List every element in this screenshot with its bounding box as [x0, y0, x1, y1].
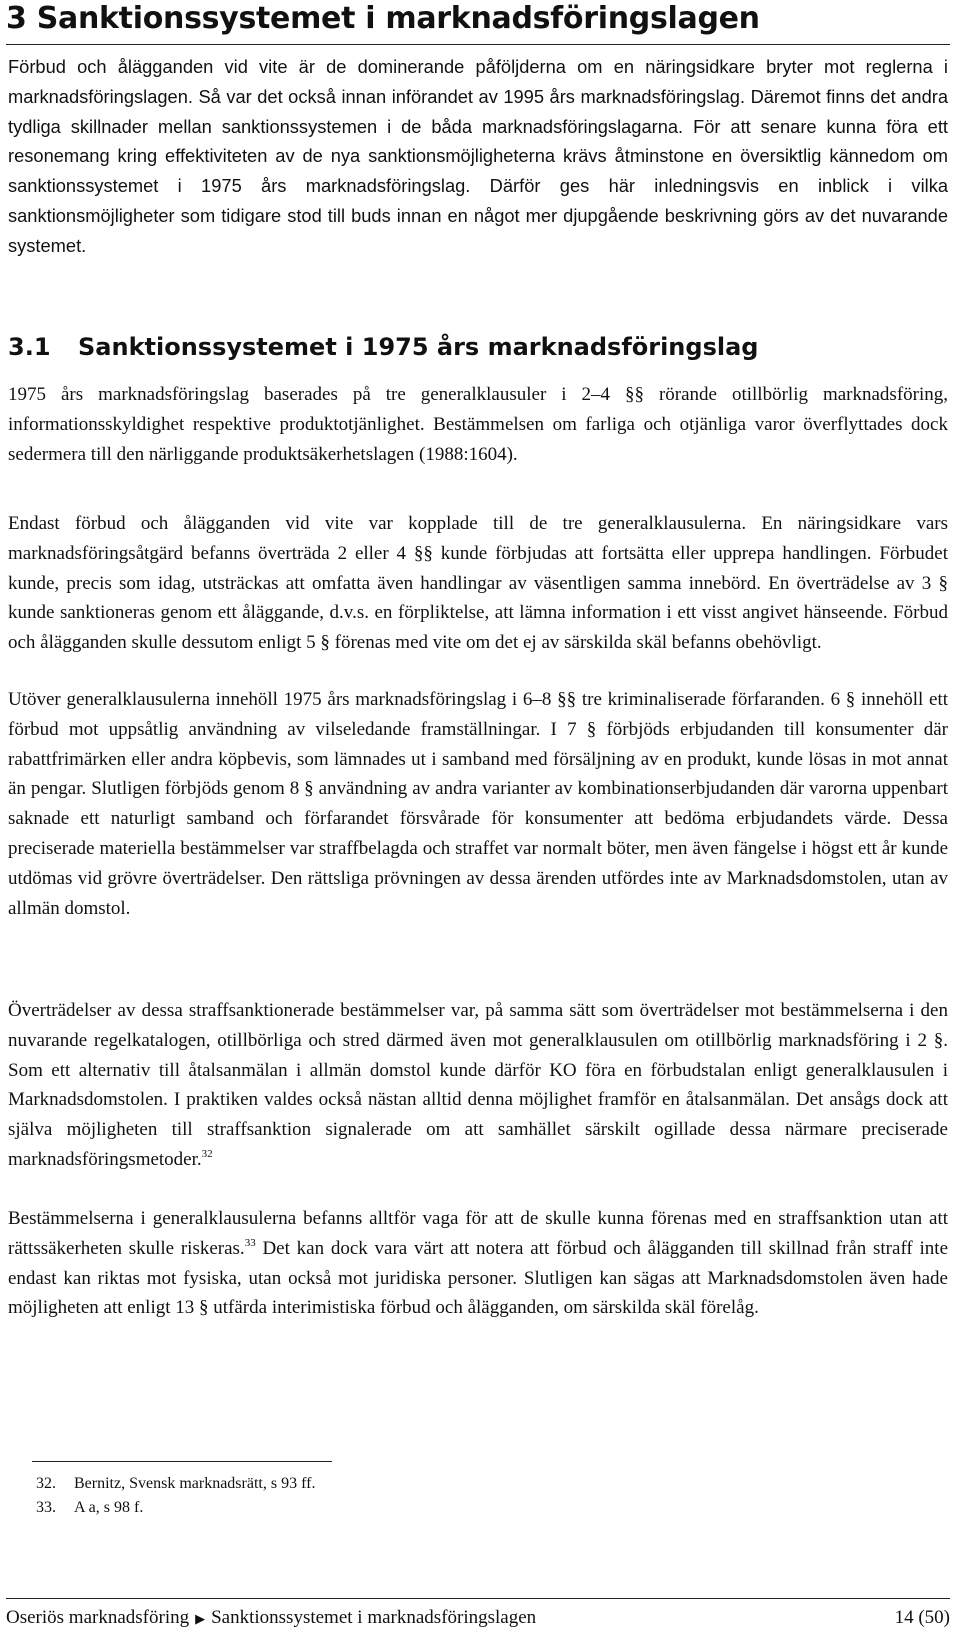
footer-breadcrumb [6, 1603, 536, 1634]
body-paragraph-5 [8, 1204, 948, 1323]
section-number: 3.1 [8, 333, 51, 361]
footnote-item [36, 1472, 315, 1496]
footer-chapter: Sanktionssystemet i marknadsföringslagen [211, 1607, 537, 1628]
footnote-ref-32[interactable]: 32 [201, 1147, 213, 1160]
footnote-ref-33[interactable]: 33 [244, 1236, 256, 1249]
footnote-list [36, 1472, 315, 1520]
footnote-divider [32, 1461, 332, 1462]
body-paragraph-5-text-a: Bestämmelserna i generalklausulerna befanns alltför vaga för att de skulle kunna förenas med en straffsanktion utan att rättssäkerheten skulle riskeras. [8, 1208, 948, 1259]
footnote-text: Bernitz, Svensk marknadsrätt, s 93 ff. [74, 1475, 316, 1492]
footer-divider [6, 1598, 950, 1599]
page-number: 14 (50) [894, 1607, 950, 1628]
body-paragraph-4 [8, 996, 948, 1175]
section-title: Sanktionssystemet i 1975 års marknadsföringslag [78, 333, 759, 361]
body-paragraph-2: Endast förbud och ålägganden vid vite var kopplade till de tre generalklausulerna. En näringsidkare vars marknadsföringsåtgärd befanns överträda 2 eller 4 §§ kunde förbjudas att fortsätta eller upprepa handlingen. Förbudet kunde, precis som idag, utsträckas att omfatta även handlingar av väsentligen samma innebörd. En överträdelse av 3 § kunde sanktioneras genom ett åläggande, d.v.s. en förpliktelse, att lämna information i ett visst angivet hänseende. Förbud och ålägganden skulle dessutom enligt 5 § förenas med vite om det ej av särskilda skäl befanns obehövligt. [8, 513, 948, 654]
chapter-title: 3 Sanktionssystemet i marknadsföringslagen [6, 1, 760, 36]
triangle-right-icon: ▶ [195, 1611, 206, 1626]
body-paragraph-3: Utöver generalklausulerna innehöll 1975 års marknadsföringslag i 6–8 §§ tre kriminaliserade förfaranden. 6 § innehöll ett förbud mot uppsåtlig användning av vilseledande framställningar. I 7 § förbjöds erbjudanden till konsumenter där rabattfrimärken eller andra köpbevis, som lämnades ut i samband med försäljning av en produkt, kunde lösas in mot annat än pengar. Slutligen förbjöds genom 8 § användning av andra varianter av kombinationserbjudanden där varorna uppenbart saknade ett naturligt samband och förfarandet försvårade för konsumenter att bedöma erbjudandets värde. Dessa preciserade materiella bestämmelser var straffbelagda och straffet var normalt böter, men även fängelse i högst ett år kunde utdömas vid grövre överträdelser. Den rättsliga prövningen av dessa ärenden utfördes inte av Marknadsdomstolen, utan av allmän domstol. [8, 689, 948, 919]
footnote-number: 32. [36, 1475, 56, 1492]
header-divider [6, 44, 950, 45]
body-paragraph-1: 1975 års marknadsföringslag baserades på tre generalklausuler i 2–4 §§ rörande otillbörlig marknadsföring, informationsskyldighet respektive produktotjänlighet. Bestämmelsen om farliga och otjänliga varor överflyttades dock sedermera till den närliggande produktsäkerhetslagen (1988:1604). [8, 384, 948, 465]
footnote-text: A a, s 98 f. [74, 1499, 144, 1516]
section-heading [8, 330, 758, 364]
intro-paragraph: Förbud och ålägganden vid vite är de dominerande påföljderna om en näringsidkare bryter mot reglerna i marknadsföringslagen. Så var det också innan införandet av 1995 års marknadsföringslag. Däremot finns det andra tydliga skillnader mellan sanktionssystemen i de båda marknadsföringslagarna. För att senare kunna föra ett resonemang kring effektiviteten av de nya sanktionsmöjligheterna krävs åtminstone en översiktlig kännedom om sanktionssystemet i 1975 års marknadsföringslag. Därför ges här inledningsvis en inblick i vilka sanktionsmöjligheter som tidigare stod till buds innan en något mer djupgående beskrivning görs av det nuvarande systemet. [8, 56, 948, 256]
body-paragraph-4-text: Överträdelser av dessa straffsanktionerade bestämmelser var, på samma sätt som överträdelser mot bestämmelserna i den nuvarande regelkatalogen, otillbörliga och stred därmed även mot generalklausulen om otillbörlig marknadsföring i 2 §. Som ett alternativ till åtalsanmälan i allmän domstol kunde därför KO föra en förbudstalan enligt generalklausulen i Marknadsdomstolen. I praktiken valdes också nästan alltid denna möjlighet framför en åtalsanmälan. Det ansågs dock att själva möjligheten till straffsanktion signalerade om att samhället särskilt ogillade dessa närmare preciserade marknadsföringsmetoder. [8, 1000, 948, 1170]
footer-doc-title: Oseriös marknadsföring [6, 1607, 190, 1628]
page-footer [6, 1603, 950, 1633]
footnote-item [36, 1496, 315, 1520]
footnote-number: 33. [36, 1499, 56, 1516]
body-paragraph-5-text-b: Det kan dock vara värt att notera att förbud och ålägganden till skillnad från straff inte endast kan riktas mot fysiska, utan också mot juridiska personer. Slutligen kan sägas att Marknadsdomstolen även hade möjligheten att enligt 13 § utfärda interimistiska förbud och ålägganden, om särskilda skäl förelåg. [8, 1237, 948, 1319]
